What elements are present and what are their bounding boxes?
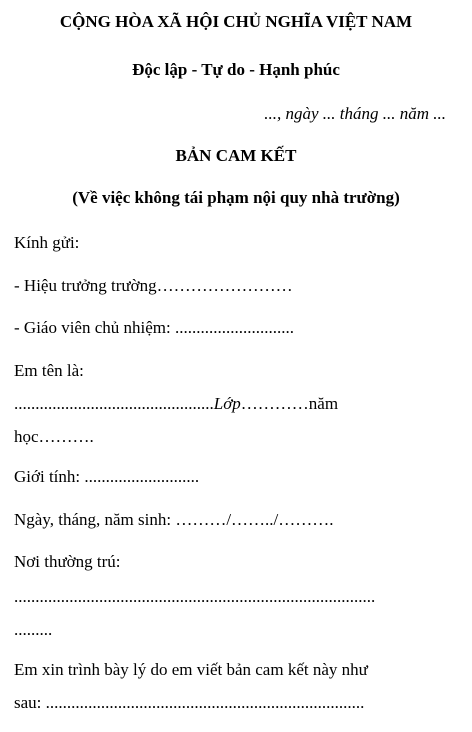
homeroom-teacher-line: - Giáo viên chủ nhiệm: ............................	[14, 318, 294, 337]
residence-blank-1: .....................................................................................	[14, 587, 376, 606]
motto: Độc lập - Tự do - Hạnh phúc	[132, 60, 340, 79]
school-year-line: học……….	[14, 427, 94, 446]
name-class-line	[14, 394, 338, 414]
document-title: BẢN CAM KẾT	[175, 146, 297, 165]
country-heading: CỘNG HÒA XÃ HỘI CHỦ NGHĨA VIỆT NAM	[59, 12, 413, 31]
dob-line: Ngày, tháng, năm sinh: ………/……../……….	[14, 510, 334, 529]
class-label: Lớp	[213, 394, 241, 413]
principal-line: - Hiệu trưởng trường……………………	[14, 276, 293, 295]
date-line: ..., ngày ... tháng ... năm ...	[264, 104, 446, 123]
name-blank: ...............................................	[14, 394, 214, 413]
name-label: Em tên là:	[14, 361, 84, 380]
class-year-blank: …………năm	[240, 394, 339, 413]
residence-label: Nơi thường trú:	[14, 552, 121, 571]
document-subtitle: (Về việc không tái phạm nội quy nhà trường)	[72, 188, 400, 207]
gender-line: Giới tính: ...........................	[14, 467, 200, 486]
addressee-label: Kính gửi:	[14, 233, 80, 252]
reason-line-1: Em xin trình bày lý do em viết bản cam kết này như	[14, 660, 368, 679]
residence-blank-2: .........	[14, 620, 53, 639]
reason-line-2: sau: ...........................................................................	[14, 693, 365, 712]
